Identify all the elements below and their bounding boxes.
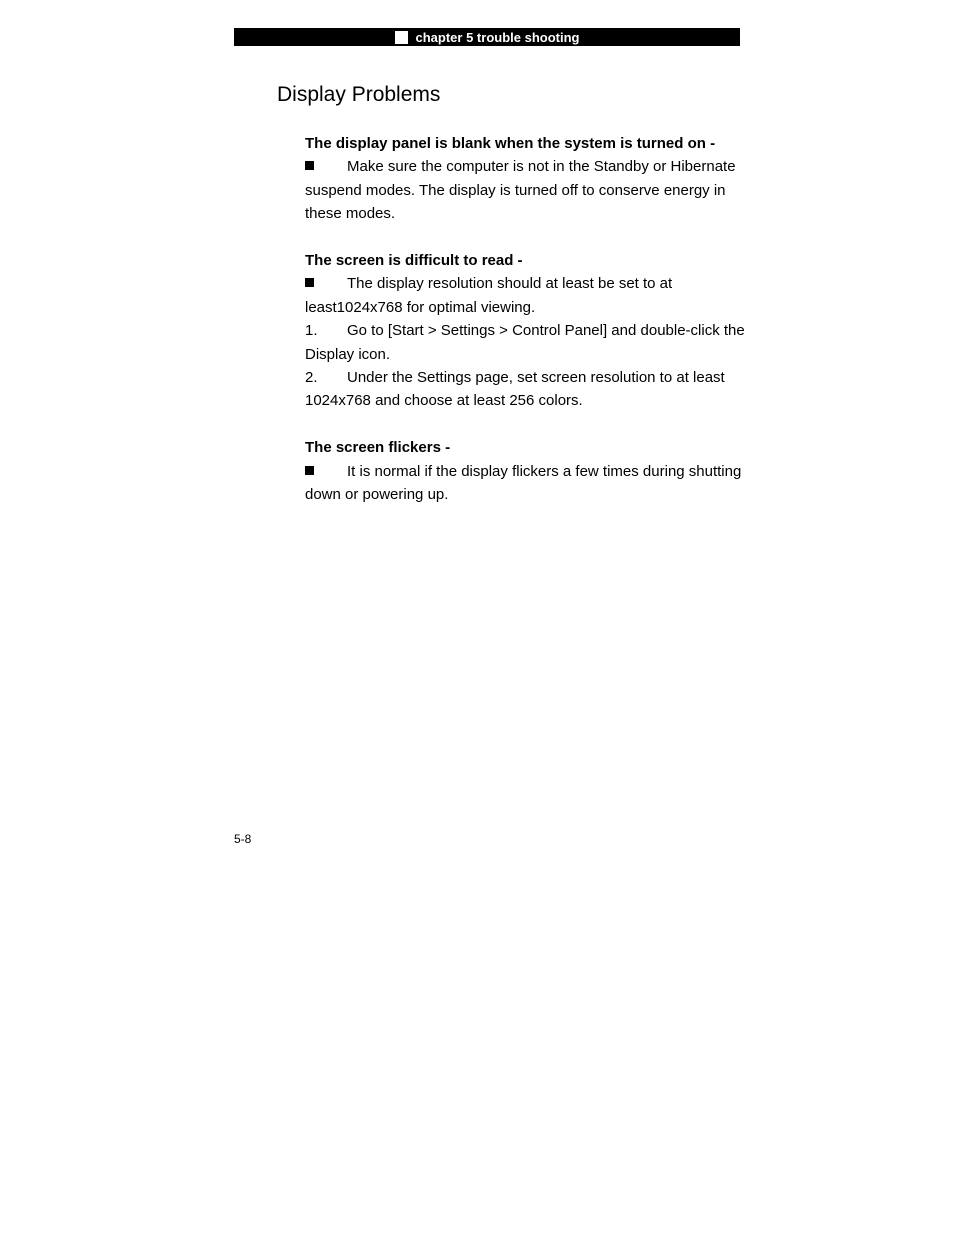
square-bullet-icon [305,466,314,475]
numbered-item [305,366,745,413]
troubleshooting-content [305,132,745,530]
bullet-marker [305,155,347,178]
bullet-item [305,272,745,319]
problem-section [305,132,745,226]
bullet-marker [305,460,347,483]
step-text: Under the Settings page, set screen resolution to at least 1024x768 and choose at least 256 colors. [305,369,725,410]
page-title: Display Problems [277,83,441,106]
bullet-item [305,460,745,507]
chapter-header-bar [234,28,740,46]
problem-heading: The screen is difficult to read - [305,252,523,270]
problem-heading: The screen flickers - [305,439,451,457]
bullet-text: It is normal if the display flickers a few times during shutting down or powering up. [305,462,742,504]
step-number: 2. [305,369,318,387]
chapter-title: chapter 5 trouble shooting [415,29,580,45]
square-bullet-icon [305,278,314,287]
bullet-text: The display resolution should at least be set to at least1024x768 for optimal viewing. [305,275,673,316]
square-icon [395,31,408,44]
page-number: 5-8 [234,832,252,846]
problem-heading: The display panel is blank when the system is turned on - [305,135,716,152]
problem-section [305,249,745,413]
numbered-item [305,319,745,366]
problem-section [305,436,745,506]
step-number: 1. [305,322,318,340]
bullet-item [305,155,745,225]
step-text: Go to [Start > Settings > Control Panel] and double-click the Display icon. [305,322,745,363]
bullet-marker [305,272,347,295]
square-bullet-icon [305,161,314,170]
bullet-text: Make sure the computer is not in the Standby or Hibernate suspend modes. The display is turned off to conserve energy in these modes. [305,158,736,223]
